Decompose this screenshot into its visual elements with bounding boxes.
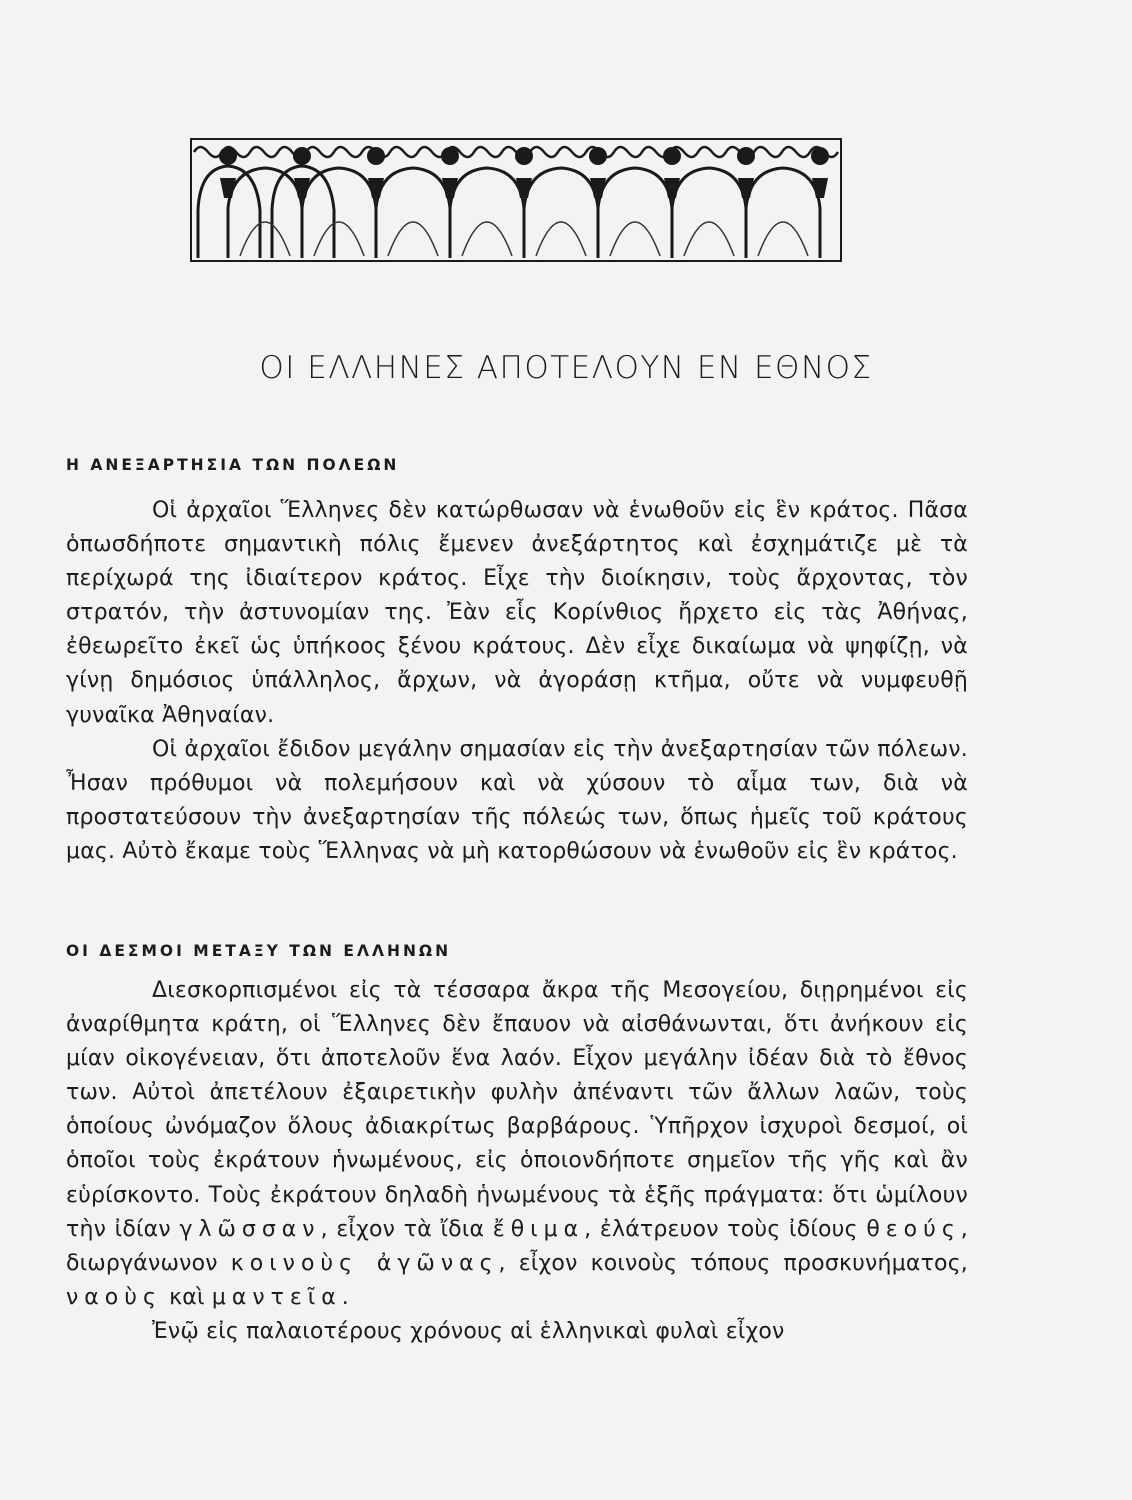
text-run: , εἶχον τὰ ἴδια — [320, 1216, 485, 1242]
text-run: , ἐλάτρευον τοὺς ἰδίους — [584, 1216, 858, 1242]
emphasis-oracles: μαντεῖα — [211, 1284, 342, 1310]
paragraph: Οἱ ἀρχαῖοι Ἕλληνες δὲν κατώρθωσαν νὰ ἑνωθοῦν εἰς ἓν κράτος. Πᾶσα ὁπωσδήποτε σημαντικὴ πόλις ἔμενεν ἀνεξάρτητος καὶ ἐσχημάτιζε μὲ τὰ περίχωρά της ἰδιαίτερον κράτος. Εἶχε τὴν διοίκησιν, τοὺς ἄρχοντας, τὸν στρατόν, τὴν ἀστυνομίαν της. Ἐὰν εἷς Κορίνθιος ἤρχετο εἰς τὰς Ἀθήνας, ἐθεωρεῖτο ἐκεῖ ὡς ὑπήκοος ξένου κράτους. Δὲν εἶχε δικαίωμα νὰ ψηφίζῃ, νὰ γίνῃ δημόσιος ὑπάλληλος, ἄρχων, νὰ ἀγοράσῃ κτῆμα, οὔτε νὰ νυμφευθῇ γυναῖκα Ἀθηναίαν. — [66, 498, 968, 728]
section-heading-bonds: ΟΙ ΔΕΣΜΟΙ ΜΕΤΑΞΥ ΤΩΝ ΕΛΛΗΝΩΝ — [66, 942, 452, 960]
arcade-ornament — [190, 138, 842, 262]
emphasis-gods: θεούς — [866, 1216, 961, 1242]
paragraph: Οἱ ἀρχαῖοι ἔδιδον μεγάλην σημασίαν εἰς τὴν ἀνεξαρτησίαν τῶν πόλεων. Ἦσαν πρόθυμοι νὰ πολεμήσουν καὶ νὰ χύσουν τὸ αἷμα των, διὰ νὰ προστατεύσουν τὴν ἀνεξαρτησίαν τῆς πόλεώς των, ὅπως ἡμεῖς τοῦ κράτους μας. Αὐτὸ ἔκαμε τοὺς Ἕλληνας νὰ μὴ κατορθώσουν νὰ ἑνωθοῦν εἰς ἓν κράτος. — [66, 736, 968, 864]
text-run: καὶ — [169, 1284, 205, 1310]
emphasis-customs: ἔθιμα — [492, 1216, 585, 1242]
paragraph: Ἐνῷ εἰς παλαιοτέρους χρόνους αἱ ἑλληνικαὶ φυλαὶ εἶχον — [152, 1318, 785, 1344]
section-body-bonds — [66, 974, 968, 1349]
text-run: Διεσκορπισμένοι εἰς τὰ τέσσαρα ἄκρα τῆς Μεσογείου, διῃρημένοι εἰς ἀναρίθμητα κράτη, οἱ Ἕλληνες δὲν ἔπαυον νὰ αἰσθάνωνται, ὅτι ἀνήκουν εἰς μίαν οἰκογένειαν, ὅτι ἀποτελοῦν ἕνα λαόν. Εἶχον μεγάλην ἰδέαν διὰ τὸ ἔθνος των. Αὐτοὶ ἀπετέλουν ἐξαιρετικὴν φυλὴν ἀπέναντι τῶν ἄλλων λαῶν, τοὺς ὁποίους ὠνόμαζον ὅλους ἀδιακρίτως βαρβάρους. Ὑπῆρχον ἰσχυροὶ δεσμοί, οἱ ὁποῖοι τοὺς ἐκράτουν ἡνωμένους, εἰς ὁποιονδήποτε σημεῖον τῆς γῆς καὶ ἂν εὑρίσκοντο. Τοὺς ἐκράτουν δηλαδὴ ἡνωμένους τὰ ἑξῆς πράγματα: ὅτι ὡμίλουν τὴν ἰδίαν — [66, 978, 968, 1242]
paragraph — [66, 974, 968, 1315]
text-run: , διωργάνωνον — [66, 1216, 968, 1276]
text-run: . — [341, 1284, 349, 1310]
emphasis-temples: ναοὺς — [66, 1284, 162, 1310]
section-heading-independence: Η ΑΝΕΞΑΡΤΗΣΙΑ ΤΩΝ ΠΟΛΕΩΝ — [66, 456, 400, 474]
emphasis-games: κοινοὺς ἀγῶνας — [230, 1250, 499, 1276]
section-body-independence — [66, 494, 968, 869]
text-run: , εἶχον κοινοὺς τόπους προσκυνήματος, — [498, 1250, 969, 1276]
emphasis-language: γλῶσσαν — [179, 1216, 321, 1242]
page-title: ΟΙ ΕΛΛΗΝΕΣ ΑΠΟΤΕΛΟΥΝ ΕΝ ΕΘΝΟΣ — [259, 350, 873, 386]
